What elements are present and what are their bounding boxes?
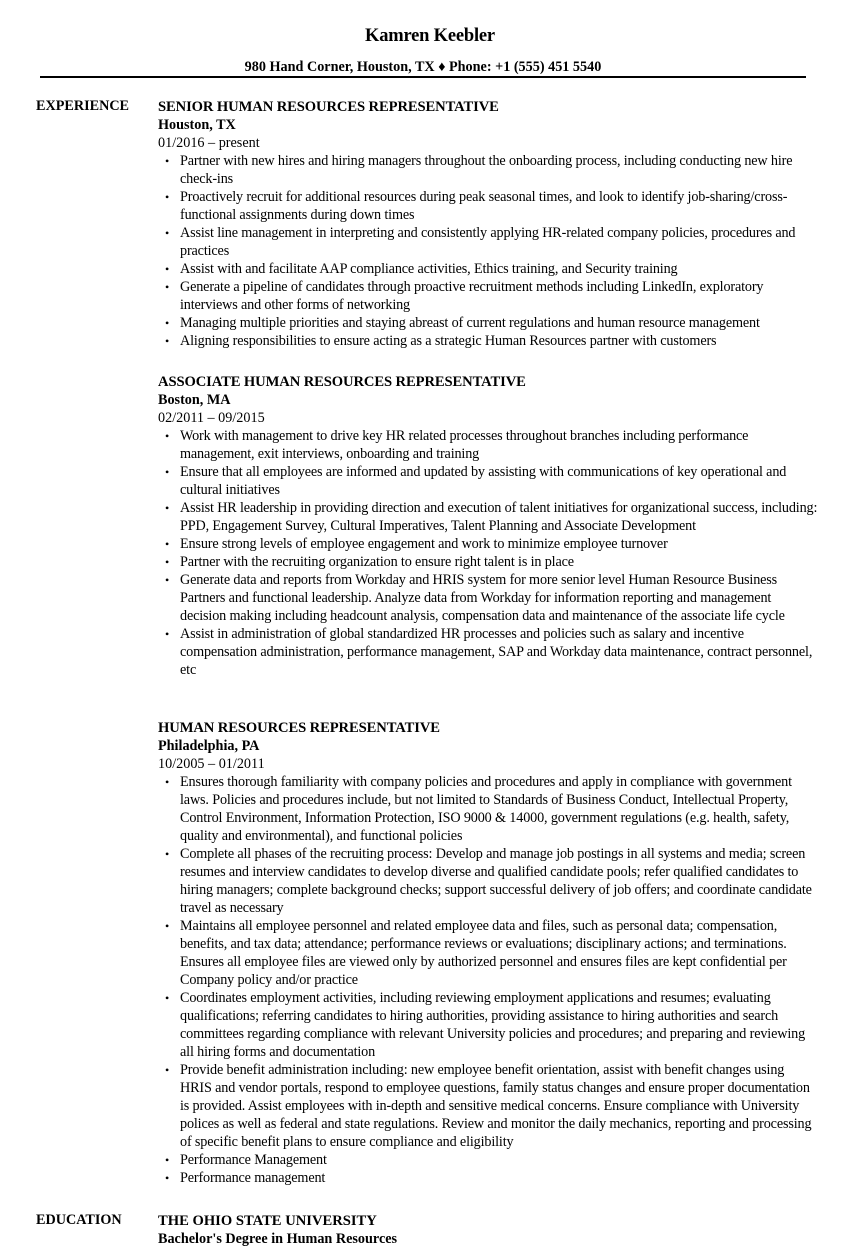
job-entry bbox=[158, 373, 818, 679]
degree: Bachelor's Degree in Human Resources bbox=[158, 1231, 398, 1247]
section-label-experience: EXPERIENCE bbox=[36, 98, 130, 114]
bullet-item: • Performance Management bbox=[158, 1151, 818, 1169]
bullet-item: • Generate a pipeline of candidates through proactive recruitment methods including LinkedIn, exploratory interviews and other forms of networking bbox=[158, 278, 818, 314]
candidate-name: Kamren Keebler bbox=[365, 26, 495, 46]
job-location: Houston, TX bbox=[158, 117, 236, 133]
bullet-item: • Aligning responsibilities to ensure acting as a strategic Human Resources partner with customers bbox=[158, 332, 818, 350]
job-bullets bbox=[158, 773, 818, 1187]
job-title: SENIOR HUMAN RESOURCES REPRESENTATIVE bbox=[158, 99, 499, 115]
bullet-item: • Generate data and reports from Workday and HRIS system for more senior level Human Resource Business Partners and functional leadership. Analyze data from Workday for information reporting and management decision making including headcount analysis, compensation data and maintenance of the associate life cycle bbox=[158, 571, 818, 625]
job-title: ASSOCIATE HUMAN RESOURCES REPRESENTATIVE bbox=[158, 374, 526, 390]
job-entry bbox=[158, 719, 818, 1187]
bullet-item: • Ensure that all employees are informed and updated by assisting with communications of key operational and cultural initiatives bbox=[158, 463, 818, 499]
bullet-item: • Assist HR leadership in providing direction and execution of talent initiatives for organizational success, including: PPD, Engagement Survey, Cultural Imperatives, Talent Planning and Associate Development bbox=[158, 499, 818, 535]
bullet-item: • Proactively recruit for additional resources during peak seasonal times, and look to identify job-sharing/cross-functional assignments during down times bbox=[158, 188, 818, 224]
job-title: HUMAN RESOURCES REPRESENTATIVE bbox=[158, 720, 440, 736]
education-entry bbox=[158, 1212, 397, 1248]
bullet-item: • Coordinates employment activities, including reviewing employment applications and resumes; evaluating qualifications; referring candidates to hiring authorities, providing assistance to hiring authorities and search committees regarding compliance with relevant University policies and procedures; and preparing and reviewing all hiring forms and documentation bbox=[158, 989, 818, 1061]
job-location: Philadelphia, PA bbox=[158, 738, 260, 754]
job-entry bbox=[158, 98, 818, 350]
bullet-item: • Work with management to drive key HR related processes throughout branches including performance management, exit interviews, onboarding and training bbox=[158, 427, 818, 463]
bullet-item: • Performance management bbox=[158, 1169, 818, 1187]
bullet-item: • Maintains all employee personnel and related employee data and files, such as personal data; compensation, benefits, and tax data; attendance; performance reviews or evaluations; disciplinary actions; and terminations. Ensures all employee files are viewed only by authorized personnel and ensures files are kept confidential per Company policy and/or practice bbox=[158, 917, 818, 989]
bullet-item: • Provide benefit administration including: new employee benefit orientation, assist with benefit changes using HRIS and vendor portals, respond to employee questions, family status changes and ensure proper documentation is provided. Assist employees with in-depth and sensitive medical concerns. Ensure compliance with University polices as well as federal and state regulations. Review and monitor the daily mechanics, reporting and processing of specific benefit plans to ensure compliance and eligibility bbox=[158, 1061, 818, 1151]
job-bullets bbox=[158, 152, 818, 350]
job-dates: 02/2011 – 09/2015 bbox=[158, 410, 265, 426]
job-bullets bbox=[158, 427, 818, 679]
bullet-item: • Managing multiple priorities and staying abreast of current regulations and human resource management bbox=[158, 314, 818, 332]
bullet-item: • Partner with new hires and hiring managers throughout the onboarding process, including conducting new hire check-ins bbox=[158, 152, 818, 188]
bullet-item: • Ensure strong levels of employee engagement and work to minimize employee turnover bbox=[158, 535, 818, 553]
bullet-item: • Partner with the recruiting organization to ensure right talent is in place bbox=[158, 553, 818, 571]
contact-info: 980 Hand Corner, Houston, TX ♦ Phone: +1 (555) 451 5540 bbox=[244, 59, 602, 75]
section-label-education: EDUCATION bbox=[36, 1212, 122, 1228]
bullet-item: • Ensures thorough familiarity with company policies and procedures and apply in compliance with government laws. Policies and procedures include, but not limited to Standards of Business Conduct, Intellectual Property, Control Environment, Information Protection, ISO 9000 & 14000, government regulations (e.g. health, safety, quality and environmental), and functional policies bbox=[158, 773, 818, 845]
job-dates: 01/2016 – present bbox=[158, 135, 260, 151]
bullet-item: • Complete all phases of the recruiting process: Develop and manage job postings in all systems and media; screen resumes and interview candidates to develop diverse and qualified candidate pools; refer qualified candidates to hiring managers; complete background checks; support successful delivery of job offers; and coordinate candidate travel as necessary bbox=[158, 845, 818, 917]
job-dates: 10/2005 – 01/2011 bbox=[158, 756, 265, 772]
bullet-item: • Assist in administration of global standardized HR processes and policies such as salary and incentive compensation administration, performance management, SAP and Workday data maintenance, contract personnel, etc bbox=[158, 625, 818, 679]
bullet-item: • Assist line management in interpreting and consistently applying HR-related company policies, procedures and practices bbox=[158, 224, 818, 260]
bullet-item: • Assist with and facilitate AAP compliance activities, Ethics training, and Security training bbox=[158, 260, 818, 278]
job-location: Boston, MA bbox=[158, 392, 231, 408]
header-divider bbox=[40, 76, 806, 78]
school-name: THE OHIO STATE UNIVERSITY bbox=[158, 1213, 377, 1229]
